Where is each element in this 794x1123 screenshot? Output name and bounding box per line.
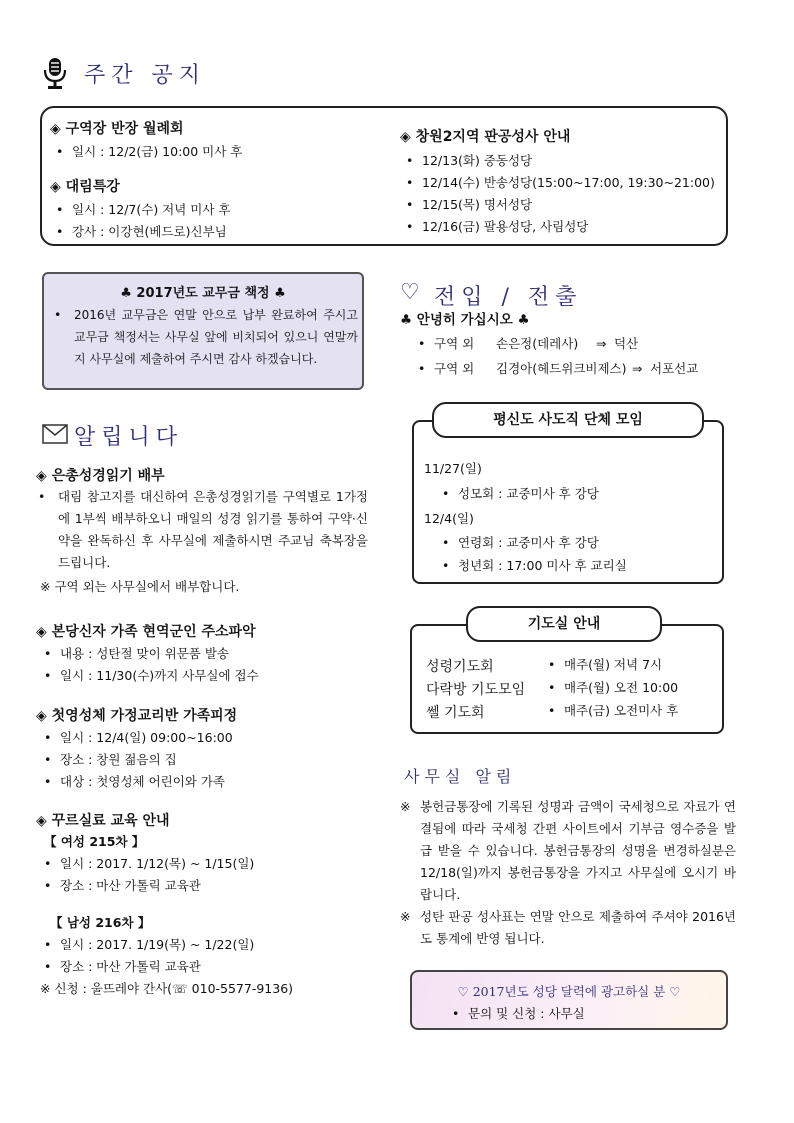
notice-title: 알립니다 [74,425,184,450]
envelope-icon [42,424,68,444]
lay-panel [412,420,724,584]
office-text: 봉헌금통장에 기록된 성명과 금액이 국세청으로 자료가 연결됨에 따라 국세청 간편 사이트에서 기부금 영수증을 발급 받을 수 있습니다. 봉헌금통장의 성명을 변경하실분은 12/18(일)까지 봉헌금통장을 가지고 사무실에 오시기 바랍니다. [420,799,736,902]
prayer-name: 성령기도회 [426,659,494,675]
info-line: • 장소 : 마산 가톨릭 교육관 [44,956,201,978]
section-heading: ◈ 창원2지역 판공성사 안내 [400,129,571,145]
section-heading: ◈ 대림특강 [50,179,120,195]
bible-bullet: • [38,489,46,504]
info-line: • 12/14(수) 반송성당(15:00~17:00, 19:30~21:00) [406,172,715,194]
prayer-name: 쎌 기도회 [426,705,485,721]
dues-bullet: • [54,307,62,322]
meeting-date: 11/27(일) [424,461,482,476]
section-heading: ◈ 구역장 반장 월례회 [50,121,184,137]
bible-note: ※ 구역 외는 사무실에서 배부합니다. [40,579,240,594]
info-line: • 12/13(화) 중동성당 [406,150,532,172]
transfer-dest: 덕산 [614,336,639,351]
men-label: 【 남성 216차 】 [50,915,151,930]
microphone-icon [40,56,70,90]
info-line: • 강사 : 이강현(베드로)신부님 [56,221,227,243]
info-line: • 일시 : 2017. 1/19(목) ~ 1/22(일) [44,934,254,956]
transfer-title: 전입 / 전출 [434,285,583,310]
office-mark: ※ [400,909,411,924]
meeting-item: • 성모회 : 교중미사 후 강당 [442,483,599,505]
meeting-item: • 연령회 : 교중미사 후 강당 [442,532,599,554]
weekly-notice-title: 주간 공지 [84,63,207,88]
info-line: • 12/15(목) 명서성당 [406,194,532,216]
ad-box [410,970,728,1030]
heart-icon: ♡ [400,280,420,305]
meeting-date: 12/4(일) [424,511,474,526]
women-label: 【 여성 215차 】 [44,834,145,849]
section-heading: ◈ 은총성경읽기 배부 [36,468,165,484]
prayer-time: • 매주(금) 오전미사 후 [548,700,678,722]
office-mark: ※ [400,799,411,814]
ad-line: • 문의 및 신청 : 사무실 [452,1003,585,1025]
transfer-arrow: ⇒ [632,361,643,376]
bible-text: 대림 참고지를 대신하여 은총성경읽기를 구역별로 1가정에 1부씩 배부하오니 매일의 성경 읽기를 통하여 구약·신약을 완독하신 후 사무실에 제출하시면 주교님 축복장을 드립니다. [58,489,368,570]
section-heading: ◈ 첫영성체 가정교리반 가족피정 [36,708,238,724]
cursillo-apply: ※ 신청 : 울뜨레야 간사(☏ 010-5577-9136) [40,981,294,996]
dues-title: ♣ 2017년도 교무금 책정 ♣ [120,286,286,301]
info-line: • 일시 : 12/7(수) 저녁 미사 후 [56,199,231,221]
office-title: 사무실 알림 [404,767,517,786]
section-heading: ◈ 꾸르실료 교육 안내 [36,813,170,829]
info-line: • 대상 : 첫영성체 어린이와 가족 [44,771,225,793]
info-line: • 12/16(금) 팔용성당, 사림성당 [406,216,588,238]
prayer-time: • 매주(월) 오전 10:00 [548,677,678,699]
transfer-area: • 구역 외 [418,358,474,380]
transfer-arrow: ⇒ [596,336,607,351]
prayer-name: 다락방 기도모임 [426,682,526,698]
info-line: • 일시 : 12/4(일) 09:00~16:00 [44,727,233,749]
ad-title: ♡ 2017년도 성당 달력에 광고하실 분 ♡ [457,984,681,999]
info-line: • 일시 : 2017. 1/12(목) ~ 1/15(일) [44,853,254,875]
transfer-dest: 서포선교 [650,361,699,376]
meeting-item: • 청년회 : 17:00 미사 후 교리실 [442,555,627,577]
info-line: • 내용 : 성탄절 맞이 위문품 발송 [44,643,229,665]
prayer-time: • 매주(월) 저녁 7시 [548,654,662,676]
transfer-name: 손은정(데레사) [496,336,579,351]
info-line: • 장소 : 창원 젊음의 집 [44,749,177,771]
info-line: • 일시 : 12/2(금) 10:00 미사 후 [56,141,242,163]
transfer-subtitle: ♣ 안녕히 가십시오 ♣ [400,312,530,328]
lay-title: 평신도 사도직 단체 모임 [432,402,704,438]
transfer-area: • 구역 외 [418,333,474,355]
weekly-notice-box [40,106,728,246]
prayer-title: 기도실 안내 [466,606,662,642]
info-line: • 장소 : 마산 가톨릭 교육관 [44,875,201,897]
dues-text: 2016년 교무금은 연말 안으로 납부 완료하여 주시고 교무금 책정서는 사무실 앞에 비치되어 있으니 연말까지 사무실에 제출하여 주시면 감사 하겠습니다. [74,308,358,366]
dues-box [42,272,364,390]
section-heading: ◈ 본당신자 가족 현역군인 주소파악 [36,624,256,640]
transfer-name: 김경아(헤드위크비제스) [496,361,627,376]
office-text: 성탄 판공 성사표는 연말 안으로 제출하여 주셔야 2016년도 통계에 반영 됩니다. [420,909,736,946]
info-line: • 일시 : 11/30(수)까지 사무실에 접수 [44,665,259,687]
